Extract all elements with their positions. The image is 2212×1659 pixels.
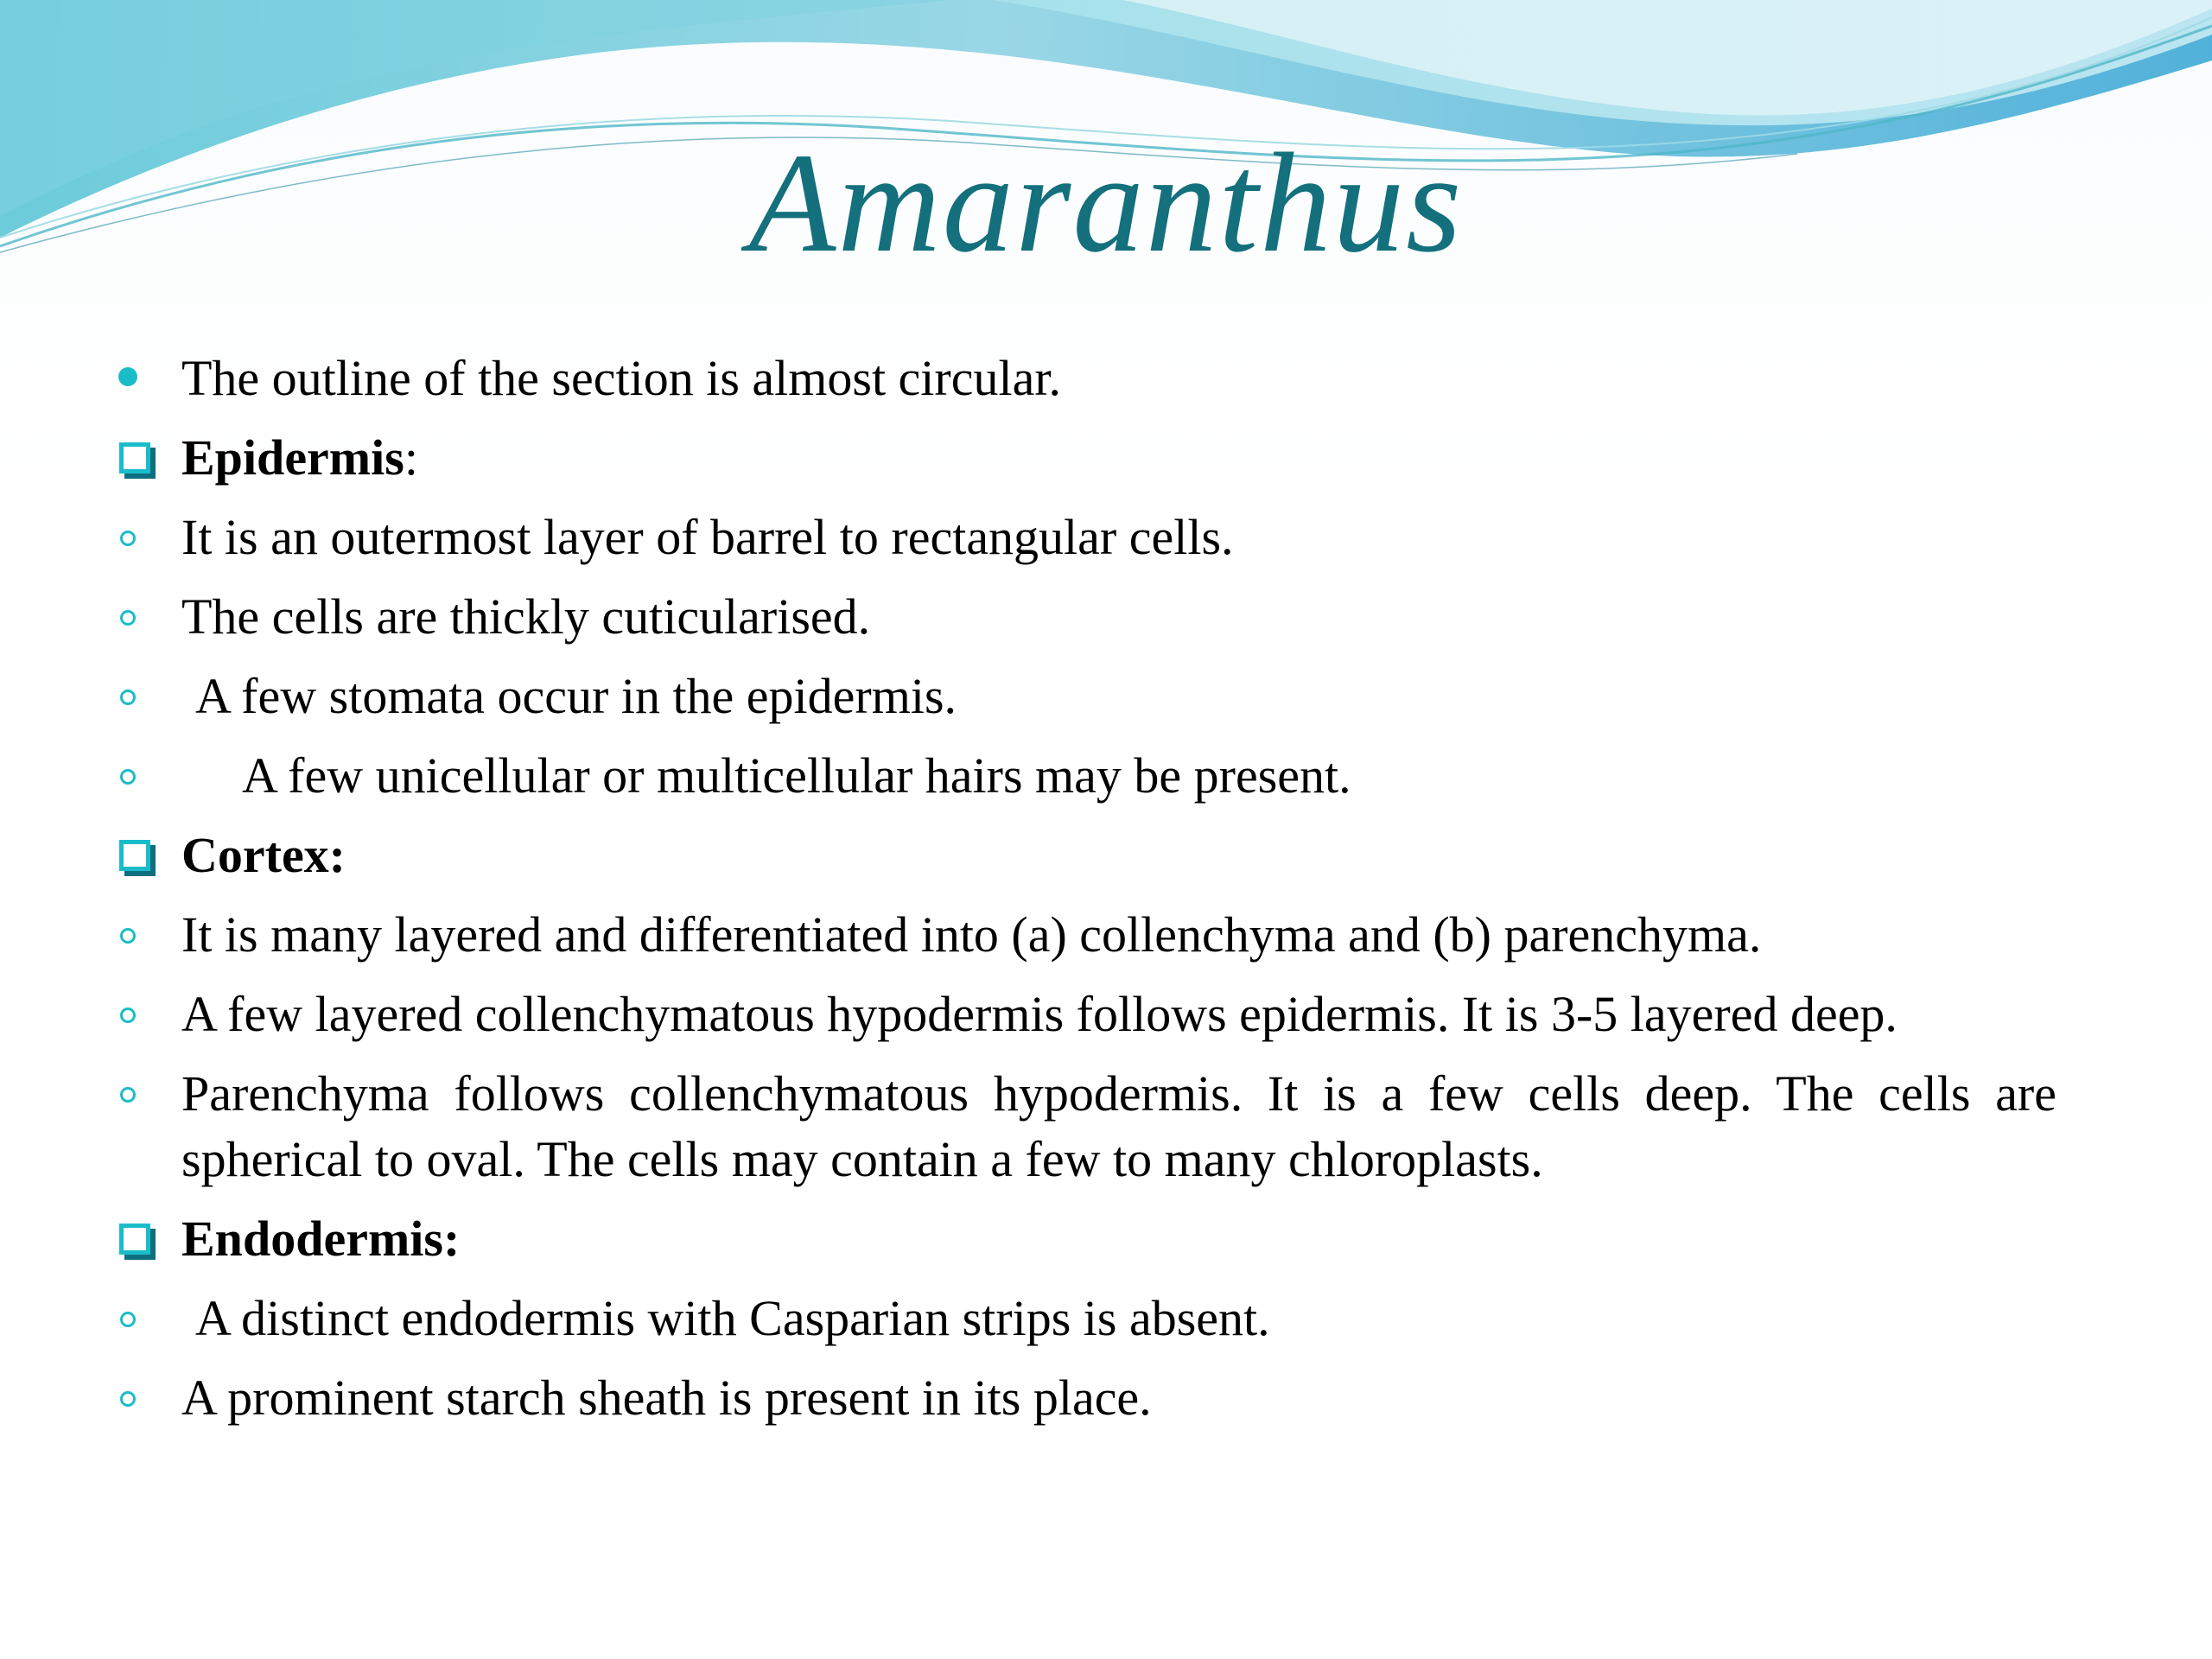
list-item (112, 1286, 2056, 1351)
bullet-text: It is an outermost layer of barrel to rectangular cells. (181, 509, 1234, 565)
bullet-text: A prominent starch sheath is present in its place. (181, 1370, 1152, 1426)
bullet-text: Parenchyma follows collenchymatous hypodermis. It is a few cells deep. The cells are spherical to oval. The cells may contain a few to many chloroplasts. (181, 1065, 2056, 1187)
heading-text: Endodermis: (181, 1211, 461, 1267)
bullet-text: A few stomata occur in the epidermis. (195, 668, 957, 724)
bullet-text: It is many layered and differentiated into (a) collenchyma and (b) parenchyma. (181, 906, 1762, 963)
circle-bullet-icon (112, 982, 156, 1047)
list-item (112, 505, 2056, 570)
circle-bullet-icon (112, 664, 156, 729)
circle-bullet-icon (112, 584, 156, 650)
square-bullet-icon (112, 1206, 156, 1272)
bullet-text: A distinct endodermis with Casparian strips is absent. (195, 1290, 1270, 1346)
list-item (112, 902, 2056, 968)
circle-bullet-icon (112, 1365, 156, 1431)
section-heading-endodermis (112, 1206, 2056, 1272)
circle-bullet-icon (112, 1286, 156, 1351)
circle-bullet-icon (112, 505, 156, 570)
heading-text: Epidermis (181, 429, 404, 486)
heading-suffix: : (404, 429, 418, 486)
square-bullet-icon (112, 823, 156, 888)
section-heading-cortex (112, 823, 2056, 888)
list-item (112, 743, 2056, 809)
list-item (112, 1365, 2056, 1431)
bullet-text: A few layered collenchymatous hypodermis follows epidermis. It is 3-5 layered deep. (181, 986, 1897, 1042)
dot-bullet-icon (112, 346, 156, 411)
section-heading-epidermis (112, 425, 2056, 491)
list-item (112, 982, 2056, 1047)
circle-bullet-icon (112, 1061, 156, 1127)
bullet-text: A few unicellular or multicellular hairs may be present. (242, 747, 1351, 804)
list-item (112, 346, 2056, 411)
bullet-text: The cells are thickly cuticularised. (181, 588, 871, 645)
square-bullet-icon (112, 425, 156, 491)
circle-bullet-icon (112, 902, 156, 968)
bullet-list (112, 346, 2056, 1431)
list-item (112, 1061, 2056, 1192)
heading-text: Cortex: (181, 827, 346, 883)
list-item (112, 664, 2056, 729)
slide-title: Amaranthus (748, 124, 1464, 282)
bullet-text: The outline of the section is almost circular. (181, 350, 1061, 406)
list-item (112, 584, 2056, 650)
circle-bullet-icon (112, 743, 156, 809)
